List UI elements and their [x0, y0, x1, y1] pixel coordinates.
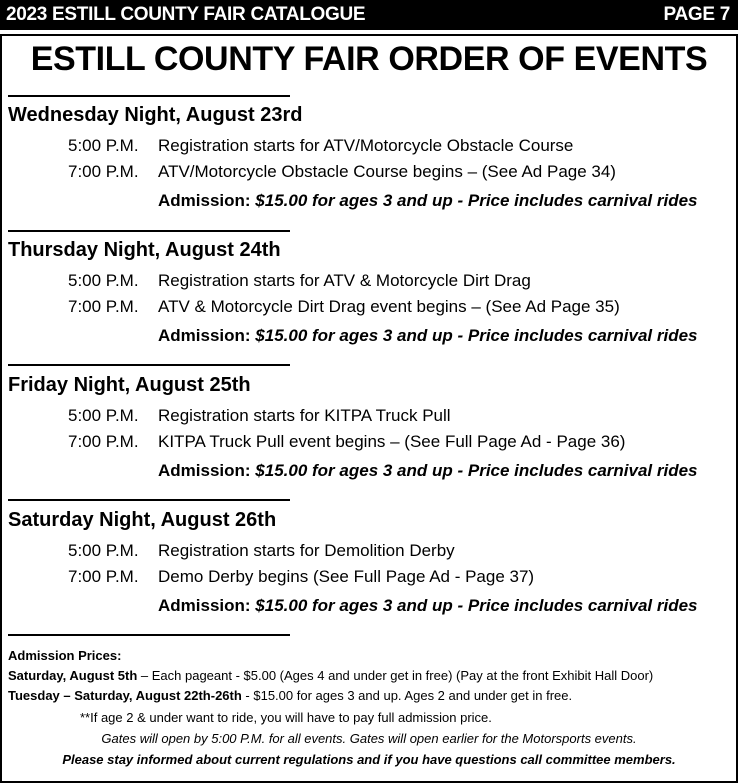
section-divider [8, 95, 290, 97]
page-number: PAGE 7 [663, 4, 730, 25]
admission-line [158, 191, 698, 211]
event-time: 7:00 P.M. [68, 297, 139, 316]
admission-price: $15.00 for ages 3 and up - Price includes carnival rides [255, 326, 698, 345]
event-time: 5:00 P.M. [68, 541, 139, 560]
event-description: KITPA Truck Pull event begins – (See Full Page Ad - Page 36) [158, 432, 626, 451]
event-description: Registration starts for ATV/Motorcycle Obstacle Course [158, 136, 574, 155]
section-divider [8, 499, 290, 501]
event-description: Demo Derby begins (See Full Page Ad - Page 37) [158, 567, 535, 586]
night-title-friday: Friday Night, August 25th [8, 374, 251, 396]
price-line-pageant: Saturday, August 5th – Each pageant - $5.00 (Ages 4 and under get in free) (Pay at the front Exhibit Hall Door) [8, 668, 654, 683]
event-description: Registration starts for Demolition Derby [158, 541, 455, 560]
event-time: 7:00 P.M. [68, 567, 139, 586]
night-title-wednesday: Wednesday Night, August 23rd [8, 104, 303, 126]
night-title-thursday: Thursday Night, August 24th [8, 239, 281, 261]
admission-line [158, 596, 698, 616]
admission-price: $15.00 for ages 3 and up - Price includes carnival rides [255, 596, 698, 615]
page-title: ESTILL COUNTY FAIR ORDER OF EVENTS [30, 40, 708, 78]
admission-line [158, 326, 698, 346]
admission-label: Admission: [158, 326, 251, 345]
ride-note: **If age 2 & under want to ride, you will have to pay full admission price. [80, 710, 492, 725]
admission-prices-heading: Admission Prices: [8, 648, 122, 663]
event-time: 5:00 P.M. [68, 271, 139, 290]
admission-label: Admission: [158, 596, 251, 615]
night-title-saturday: Saturday Night, August 26th [8, 509, 277, 531]
admission-price: $15.00 for ages 3 and up - Price includes carnival rides [255, 461, 698, 480]
catalogue-title: 2023 ESTILL COUNTY FAIR CATALOGUE [6, 4, 366, 25]
event-description: ATV/Motorcycle Obstacle Course begins – (See Ad Page 34) [158, 162, 616, 181]
gates-note: Gates will open by 5:00 P.M. for all events. Gates will open earlier for the Motorsports events. [101, 731, 637, 746]
admission-price: $15.00 for ages 3 and up - Price includes carnival rides [255, 191, 698, 210]
event-description: Registration starts for KITPA Truck Pull [158, 406, 451, 425]
admission-line [158, 461, 698, 481]
regulations-note: Please stay informed about current regulations and if you have questions call committee members. [62, 752, 676, 767]
admission-label: Admission: [158, 191, 251, 210]
event-time: 5:00 P.M. [68, 136, 139, 155]
section-divider [8, 230, 290, 232]
event-time: 5:00 P.M. [68, 406, 139, 425]
section-divider [8, 634, 290, 636]
event-description: Registration starts for ATV & Motorcycle Dirt Drag [158, 271, 531, 290]
event-time: 7:00 P.M. [68, 162, 139, 181]
section-divider [8, 364, 290, 366]
header-bar [0, 0, 738, 30]
admission-label: Admission: [158, 461, 251, 480]
price-line-fair-week: Tuesday – Saturday, August 22th-26th - $15.00 for ages 3 and up. Ages 2 and under get in free. [8, 688, 573, 703]
event-description: ATV & Motorcycle Dirt Drag event begins – (See Ad Page 35) [158, 297, 620, 316]
event-time: 7:00 P.M. [68, 432, 139, 451]
